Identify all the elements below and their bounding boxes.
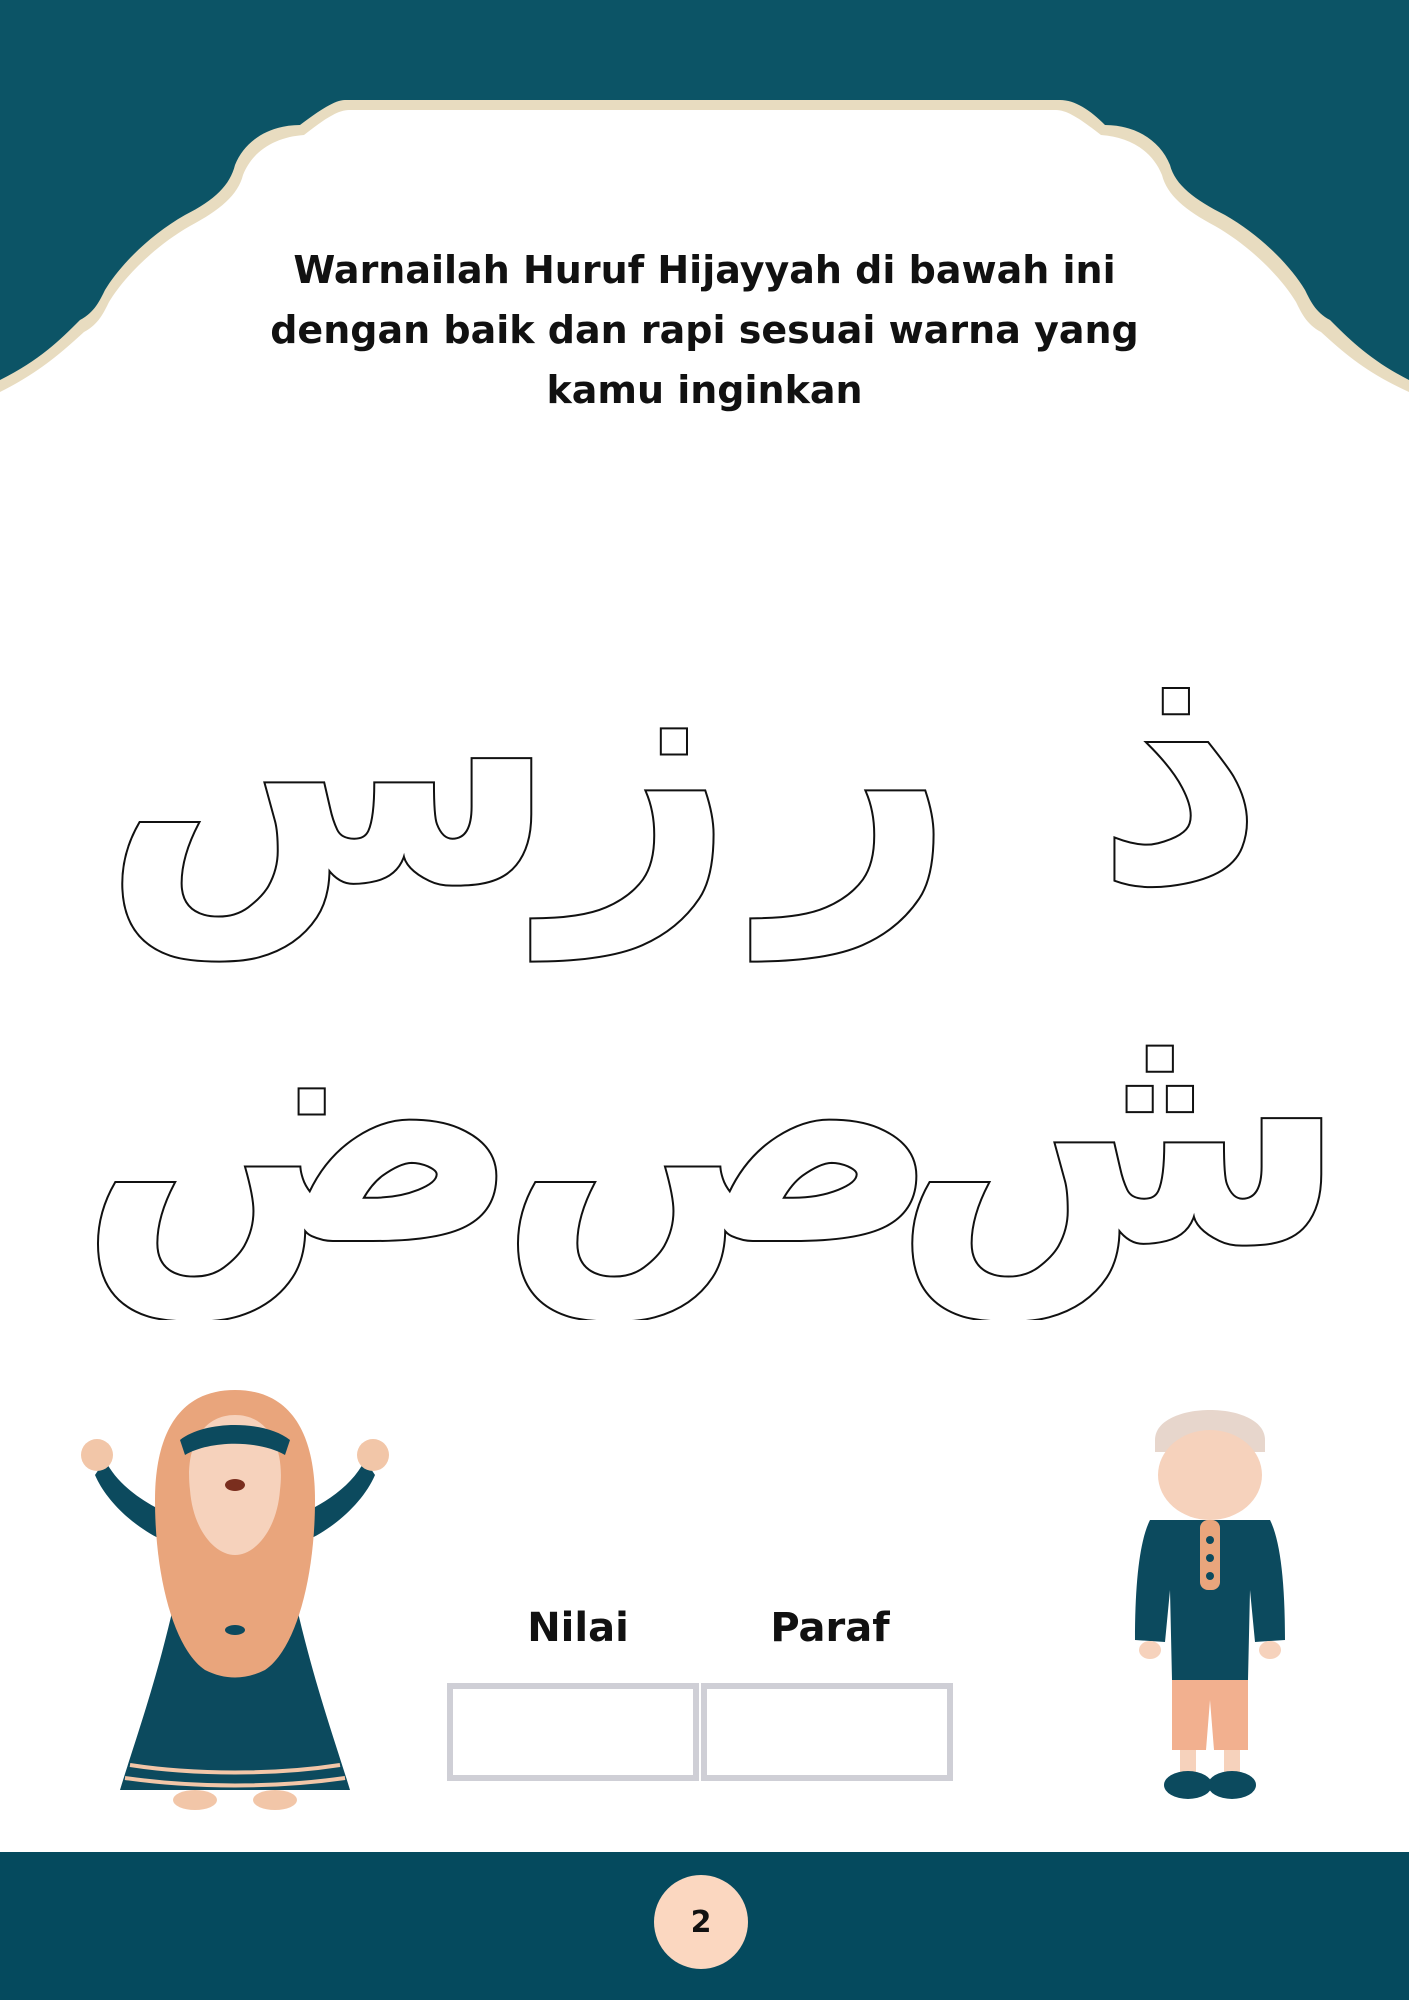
letter-syin: ش (892, 934, 1348, 1318)
letter-sin: س (102, 574, 558, 958)
girl-illustration (75, 1380, 395, 1820)
paraf-box[interactable] (701, 1683, 953, 1781)
letter-ra: ر (765, 574, 955, 958)
letter-shad: ص (498, 934, 942, 1318)
letter-zai: ز (545, 574, 735, 958)
nilai-box[interactable] (447, 1683, 699, 1781)
instruction-text: Warnailah Huruf Hijayyah di bawah ini dengan baik dan rapi sesuai warna yang kamu inginkan (270, 248, 1139, 412)
page-number: 2 (654, 1875, 748, 1969)
letter-dzal: ذ (1095, 574, 1265, 958)
boy-illustration (1110, 1380, 1310, 1820)
paraf-label: Paraf (770, 1605, 890, 1651)
nilai-label: Nilai (527, 1605, 629, 1651)
letter-dhad: ض (78, 934, 522, 1318)
letters-canvas (0, 560, 1409, 1320)
